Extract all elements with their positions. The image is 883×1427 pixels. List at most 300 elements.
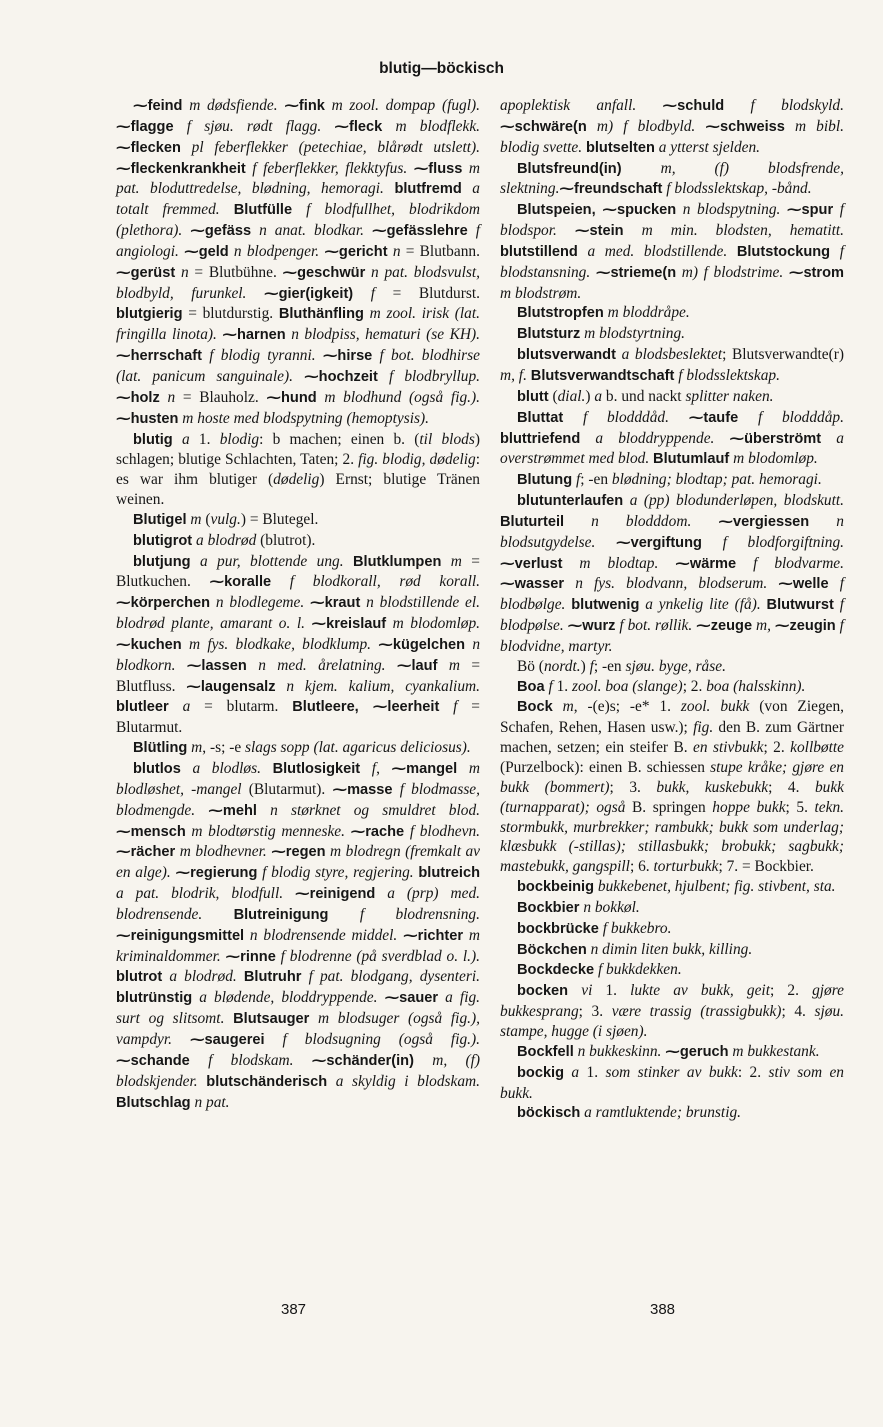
translation: f pat. blodgang, dysenteri. xyxy=(308,968,480,986)
headword: bockbrücke xyxy=(517,920,599,937)
right-column xyxy=(500,96,844,1124)
translation: n xyxy=(180,263,189,281)
dictionary-entry xyxy=(116,510,480,531)
headword: ⁓hochzeit xyxy=(304,368,378,385)
entry-text xyxy=(714,430,729,447)
headword: ⁓zeuge xyxy=(696,618,753,635)
entry-text: ; 4. xyxy=(781,1003,815,1021)
entry-text xyxy=(821,430,836,447)
translation: stiv som en bukk. xyxy=(500,1063,844,1102)
entry-text xyxy=(276,678,287,695)
entry-text xyxy=(564,575,575,592)
translation: n bokkøl. xyxy=(583,898,640,916)
headword: Blutsturz xyxy=(517,326,581,343)
headword: Bluttat xyxy=(517,409,564,426)
headword: blutwenig xyxy=(571,597,640,614)
headword: ⁓sauer xyxy=(384,990,439,1007)
entry-text xyxy=(587,118,597,135)
headword: Boa xyxy=(517,678,545,695)
translation: a blodløs. xyxy=(192,760,261,777)
translation: n anat. blodkar. xyxy=(259,222,365,240)
entry-text: 1. xyxy=(552,677,572,695)
translation: f xyxy=(370,284,376,302)
headword: ⁓verlust xyxy=(500,555,563,572)
translation: f blodvarme. xyxy=(753,554,844,572)
entry-text xyxy=(251,222,259,239)
entry-text xyxy=(580,430,595,447)
entry-text xyxy=(382,118,395,135)
dictionary-entry xyxy=(500,408,844,471)
headword: Blutstockung xyxy=(736,243,831,260)
translation: n pat. blodsvulst, blodbyld, furunkel. xyxy=(116,263,480,302)
entry-text xyxy=(247,657,258,674)
entry-text xyxy=(695,118,705,135)
translation: f bukkdekken. xyxy=(597,961,682,979)
headword: ⁓schande xyxy=(116,1052,190,1069)
translation: m bloddråpe. xyxy=(607,304,690,322)
translation: f blodhevn. xyxy=(409,822,480,840)
translation: m, (f) blodskjender. xyxy=(116,1051,480,1090)
translation: m bukkestank. xyxy=(732,1042,820,1060)
translation: a ytterst sjelden. xyxy=(658,138,761,156)
translation: m bibl. blodig svette. xyxy=(500,117,844,156)
translation: sjøu. stampe, hugge (i sjøen). xyxy=(500,1003,845,1040)
dictionary-entry xyxy=(500,697,844,877)
headword: blutreich xyxy=(418,865,480,882)
translation: a xyxy=(181,430,190,448)
headword: ⁓schwäre(n xyxy=(500,118,587,135)
translation: f xyxy=(371,760,377,777)
entry-text xyxy=(191,553,200,570)
entry-text xyxy=(562,555,579,572)
headword: ⁓gerüst xyxy=(116,264,176,281)
translation: m blodstrøm. xyxy=(500,284,582,302)
translation: m blodomløp. xyxy=(392,615,480,633)
translation: a pat. blodrik, blodfull. xyxy=(116,885,284,903)
headword: ⁓schuld xyxy=(662,98,725,114)
headword: ⁓saugerei xyxy=(189,1031,265,1048)
headword: ⁓schweiss xyxy=(705,118,785,135)
translation: blodig xyxy=(219,430,260,448)
headword: ⁓hund xyxy=(266,389,317,406)
translation: f blodsslektskap. xyxy=(678,366,780,384)
dictionary-entry xyxy=(116,552,480,739)
translation: hoppe bukk xyxy=(712,798,786,816)
translation: m blodhund (også fig.). xyxy=(324,388,480,406)
entry-text: = Blutbann. xyxy=(400,242,480,260)
translation: slags sopp (lat. agaricus deliciosus). xyxy=(245,739,471,757)
headword: blutselten xyxy=(585,139,655,156)
headword: Blutsverwandtschaft xyxy=(530,367,675,384)
entry-text: = Blutdurst. xyxy=(375,284,480,302)
headword: ⁓holz xyxy=(116,389,160,406)
headword: ⁓stein xyxy=(574,223,624,240)
entry-text: , xyxy=(376,760,392,777)
headword: ⁓geruch xyxy=(665,1043,729,1060)
translation: f xyxy=(548,677,553,695)
entry-text xyxy=(283,885,295,902)
translation: a ynkelig lite (få). xyxy=(645,596,761,614)
entry-text: ( xyxy=(548,387,558,405)
headword: blutleer xyxy=(116,699,169,716)
headword: bluttriefend xyxy=(500,430,581,447)
entry-text xyxy=(557,222,575,239)
translation: m xyxy=(562,698,574,716)
dictionary-entry xyxy=(116,96,480,430)
translation: n blodstillende el. blodrød plante, amarant o. l. xyxy=(116,594,480,633)
translation: lukte av bukk, geit xyxy=(630,982,770,1000)
entry-text xyxy=(328,906,359,923)
headword: ⁓taufe xyxy=(688,409,739,426)
headword: ⁓fleck xyxy=(334,118,383,135)
translation: a blodrød. xyxy=(169,968,237,986)
entry-text xyxy=(327,1073,336,1090)
entry-text xyxy=(181,760,193,777)
translation: n blodspytning. xyxy=(682,201,781,219)
entry-text: : es war ihm blutiger ( xyxy=(116,451,480,489)
entry-text xyxy=(237,968,244,985)
translation: n pat. xyxy=(194,1093,230,1111)
translation: n xyxy=(167,388,176,406)
translation: f blodstansning. xyxy=(500,242,844,281)
entry-text xyxy=(386,657,397,674)
entry-text: ; 2. xyxy=(769,982,813,1000)
entry-text xyxy=(175,657,186,674)
entry-text: = Blutfluss. xyxy=(116,656,480,695)
translation: være trassig (trassigbukk) xyxy=(611,1003,782,1021)
translation: n blodpenger. xyxy=(233,242,320,260)
translation: f blodddåp. xyxy=(757,408,844,426)
translation: a skyldig i blodskam. xyxy=(335,1072,480,1090)
entry-text: ) Ernst; blutige Tränen weinen. xyxy=(116,471,480,509)
headword: ⁓geld xyxy=(184,243,229,260)
headword: blutrünstig xyxy=(116,990,193,1007)
translation: dial. xyxy=(557,387,586,405)
headword: Blutklumpen xyxy=(352,553,442,570)
entry-text: ( xyxy=(201,510,211,528)
entry-text xyxy=(563,409,583,426)
entry-text: ; 2. xyxy=(763,739,791,757)
translation: til blods xyxy=(419,430,475,448)
entry-text xyxy=(564,513,591,530)
entry-text xyxy=(190,1052,208,1069)
entry-text xyxy=(636,97,662,114)
translation: a med. blodstillende. xyxy=(587,242,728,260)
entry-text xyxy=(182,636,189,653)
entry-text xyxy=(785,118,795,135)
translation: fig. xyxy=(693,719,714,737)
entry-text xyxy=(595,534,616,551)
entry-text xyxy=(624,222,642,239)
entry-text: = blutarm. xyxy=(190,698,293,716)
translation: f blodkorall, rød korall. xyxy=(289,573,480,591)
entry-text xyxy=(553,698,563,715)
headword: ⁓kuchen xyxy=(116,636,182,653)
headword: Bockdecke xyxy=(517,962,595,979)
headword: Blutspeien, ⁓spucken xyxy=(517,202,677,219)
running-head: blutig—böckisch xyxy=(379,60,504,77)
entry-text xyxy=(292,201,306,218)
dictionary-entry xyxy=(500,677,844,698)
entry-text xyxy=(321,118,334,135)
dictionary-entry xyxy=(116,759,480,1113)
entry-text xyxy=(360,760,372,777)
headword: ⁓reinigungsmittel xyxy=(116,927,245,944)
translation: f blodbølge. xyxy=(500,575,844,614)
translation: blødning; blodtap; pat. hemoragi. xyxy=(611,471,822,489)
headword: blutt xyxy=(517,388,549,405)
entry-text xyxy=(181,139,192,156)
entry-text: 1. xyxy=(189,430,220,448)
entry-text: (Purzelbock): einen B. schiessen xyxy=(500,759,711,776)
translation: m blodhevner. xyxy=(179,843,267,861)
headword: ⁓lassen xyxy=(186,657,247,674)
dictionary-entry xyxy=(500,657,844,677)
translation: fig. blodig, dødelig xyxy=(358,451,476,469)
translation: kollbøtte xyxy=(790,739,845,757)
entry-text: (von Ziegen, Schafen, Rehen, Hasen usw.); xyxy=(500,698,845,737)
entry-text: ) xyxy=(585,387,595,405)
dictionary-entry xyxy=(500,960,844,981)
entry-text: , -(e)s; -e* 1. xyxy=(573,698,681,716)
translation: n blodrensende middel. xyxy=(249,926,398,944)
headword: blutunterlaufen xyxy=(517,493,624,510)
headword: ⁓vergiftung xyxy=(615,534,702,551)
entry-text xyxy=(293,1052,311,1069)
dictionary-entry xyxy=(500,491,844,657)
dictionary-entry xyxy=(500,200,844,303)
translation: bukkebenet, hjulbent; fig. stivbent, sta. xyxy=(597,878,836,896)
headword: ⁓feind xyxy=(133,98,183,114)
headword: ⁓kraut xyxy=(310,595,361,612)
entry-text: = Blutkuchen. xyxy=(116,552,480,591)
translation: m blodregn (fremkalt av en alge). xyxy=(116,843,480,882)
entry-text xyxy=(578,243,588,260)
translation: a xyxy=(571,1063,580,1081)
headword: ⁓strom xyxy=(788,264,844,281)
headword: ⁓geschwür xyxy=(282,264,366,281)
translation: nordt. xyxy=(543,657,581,675)
headword: Blutsfreund(in) xyxy=(517,160,622,177)
headword: Blutung xyxy=(517,472,573,489)
headword: Blutlosigkeit xyxy=(272,761,361,777)
translation: f blodspor. xyxy=(500,201,844,240)
headword: ⁓körperchen xyxy=(116,595,211,612)
entry-text xyxy=(364,222,372,239)
headword: bocken xyxy=(517,983,569,1000)
translation: f blodig styre, regjering. xyxy=(262,864,414,882)
dictionary-entry xyxy=(500,981,844,1042)
entry-text xyxy=(174,118,187,135)
headword: ⁓laugensalz xyxy=(186,678,276,695)
dictionary-entry xyxy=(500,940,844,961)
dictionary-entry xyxy=(116,430,480,510)
headword: Bock xyxy=(517,699,553,716)
headword: blutsverwandt xyxy=(517,347,616,364)
entry-text xyxy=(271,573,290,590)
entry-text: = Blauholz. xyxy=(175,388,267,406)
translation: m fys. blodkake, blodklump. xyxy=(188,635,371,653)
translation: f blodfullhet, blodrikdom (plethora). xyxy=(116,201,480,240)
entry-text: ) schlagen; blutige Schlachten, Taten; 2. xyxy=(116,430,480,469)
translation: f blodvidne, martyr. xyxy=(500,617,844,655)
entry-text xyxy=(702,534,723,551)
translation: f bot. blodhirse (lat. panicum sanguinale). xyxy=(116,347,480,385)
headword: Böckchen xyxy=(517,941,587,958)
entry-text xyxy=(767,575,778,592)
translation: pl feberflekker (petechiae, blårødt utslett). xyxy=(191,138,480,156)
headword: ⁓schänder(in) xyxy=(311,1052,414,1069)
entry-text: ; 2. xyxy=(682,677,707,695)
headword: ⁓rächer xyxy=(116,844,176,861)
entry-text xyxy=(441,553,450,570)
entry-text xyxy=(457,760,469,777)
translation: m) f blodstrime. xyxy=(681,263,784,281)
dictionary-entry xyxy=(500,345,844,387)
headword: blutfremd xyxy=(394,181,462,198)
translation: vulg. xyxy=(210,510,241,528)
translation: a fig. surt og slitsomt. xyxy=(116,989,481,1028)
translation: n størknet og smuldret blod. xyxy=(270,801,480,819)
entry-text xyxy=(257,802,270,819)
entry-text: 1. xyxy=(579,1063,606,1081)
translation: f bukkebro. xyxy=(602,919,672,937)
entry-text xyxy=(265,1031,283,1048)
translation: a (pp) blodunderløpen, blodskutt. xyxy=(629,492,844,510)
entry-text xyxy=(437,657,448,674)
entry-text: den B. zum Gärtner machen, setzen; ein steifer B. xyxy=(500,719,844,757)
entry-text xyxy=(384,180,395,197)
dictionary-entry xyxy=(500,159,844,201)
entry-text xyxy=(393,781,400,798)
translation: f blodddåd. xyxy=(582,408,669,426)
translation: bukk, kuskebukk xyxy=(656,778,769,796)
translation: m kriminaldommer. xyxy=(116,926,480,965)
page-number-right: 388 xyxy=(650,1301,676,1318)
translation: m blodtørstig menneske. xyxy=(191,822,345,840)
entry-text: B. springen xyxy=(625,798,713,816)
headword: blutschänderisch xyxy=(206,1073,328,1090)
entry-text xyxy=(378,989,385,1006)
headword: Blutumlauf xyxy=(653,451,730,468)
headword: ⁓fluss xyxy=(413,160,463,177)
translation: m hoste med blodspytning (hemoptysis). xyxy=(182,409,429,427)
headword: ⁓vergiessen xyxy=(718,513,810,530)
entry-text: : 2. xyxy=(737,1063,769,1081)
translation: a blodsbeslektet xyxy=(621,346,723,364)
translation: m pat. bloduttredelse, blødning, hemoragi. xyxy=(116,159,480,198)
translation: m blodtap. xyxy=(579,554,659,572)
entry-text: ; -en xyxy=(593,657,626,675)
headword: ⁓fleckenkrankheit xyxy=(116,160,246,177)
entry-text: : b machen; einen b. ( xyxy=(259,430,420,448)
entry-text xyxy=(325,97,332,114)
entry-text xyxy=(809,513,836,530)
entry-text xyxy=(375,885,387,902)
dictionary-entry xyxy=(116,738,480,759)
entry-text xyxy=(173,431,182,448)
translation: n blodsutgydelse. xyxy=(500,512,844,551)
headword: ⁓gefäss xyxy=(190,223,252,240)
translation: bukk (turnapparat); også xyxy=(500,778,845,816)
translation: f blodmasse, blodmengde. xyxy=(116,780,480,819)
headword: Blutsauger xyxy=(233,1011,310,1028)
headword: blutstillend xyxy=(500,243,578,260)
translation: n blodpiss, hematuri (se KH). xyxy=(291,326,480,344)
entry-text: ; 5. xyxy=(785,798,815,816)
dictionary-entry xyxy=(116,531,480,552)
translation: m blodflekk. xyxy=(395,117,480,135)
translation: f xyxy=(575,471,581,489)
translation: f blodsslektskap, -bånd. xyxy=(666,180,812,198)
headword: ⁓wasser xyxy=(500,576,565,593)
translation: n med. årelatning. xyxy=(258,656,386,674)
headword: ⁓hirse xyxy=(322,348,373,365)
headword: ⁓gefässlehre xyxy=(372,223,468,240)
entry-text xyxy=(246,285,264,302)
headword: ⁓kügelchen xyxy=(378,636,466,653)
translation: f blodforgiftning. xyxy=(722,533,844,551)
translation: f blodpølse. xyxy=(500,596,844,635)
translation: torturbukk xyxy=(653,858,719,876)
translation: stupe kråke; gjøre en bukk (bommert) xyxy=(500,759,844,796)
entry-text xyxy=(736,555,753,572)
translation: n xyxy=(392,242,401,260)
entry-text xyxy=(261,760,273,777)
entry-text: ) xyxy=(580,657,590,675)
left-column xyxy=(116,96,480,1113)
entry-text: = blutdurstig. xyxy=(182,305,279,323)
headword: böckisch xyxy=(517,1105,581,1122)
translation: n fys. blodvann, blodserum. xyxy=(575,575,768,593)
headword: ⁓flecken xyxy=(116,139,181,156)
entry-text xyxy=(316,347,323,364)
entry-text xyxy=(301,968,308,985)
headword: Bockfell xyxy=(517,1043,574,1060)
translation: f bot. røllik. xyxy=(619,617,693,635)
entry-text: ; 7. = Bockbier. xyxy=(718,858,814,876)
translation: m blodomløp. xyxy=(733,450,818,468)
entry-text: (Blutarmut). xyxy=(241,780,333,798)
translation: a totalt fremmed. xyxy=(116,180,480,219)
headword: blutlos xyxy=(133,761,181,777)
headword: ⁓überströmt xyxy=(729,430,822,447)
entry-text xyxy=(372,347,379,364)
entry-text xyxy=(568,982,581,999)
dictionary-entry xyxy=(500,470,844,491)
headword: ⁓freundschaft xyxy=(559,181,663,198)
translation: en stivbukk xyxy=(693,739,764,757)
headword: Blutfülle xyxy=(233,202,293,219)
translation: a xyxy=(182,698,191,716)
headword: bockbeinig xyxy=(517,879,595,896)
dictionary-entry xyxy=(500,1063,844,1104)
translation: m blodsuger (også fig.), vampdyr. xyxy=(116,1010,480,1048)
headword: bockig xyxy=(517,1064,565,1081)
headword: Blutschlag xyxy=(116,1094,191,1111)
entry-text: 1. xyxy=(592,982,631,1000)
entry-text: b. und nackt xyxy=(602,387,686,405)
entry-text xyxy=(439,698,453,715)
translation: f feberflekker, flekktyfus. xyxy=(252,159,408,177)
translation: m dødsfiende. xyxy=(189,97,278,114)
entry-text xyxy=(830,243,840,260)
headword: ⁓rinne xyxy=(225,948,276,965)
headword: ⁓masse xyxy=(332,781,393,798)
entry-text: = Blutbühne. xyxy=(188,263,283,281)
entry-text: ) = Blutegel. xyxy=(240,510,319,528)
translation: n blodlegeme. xyxy=(215,594,305,612)
